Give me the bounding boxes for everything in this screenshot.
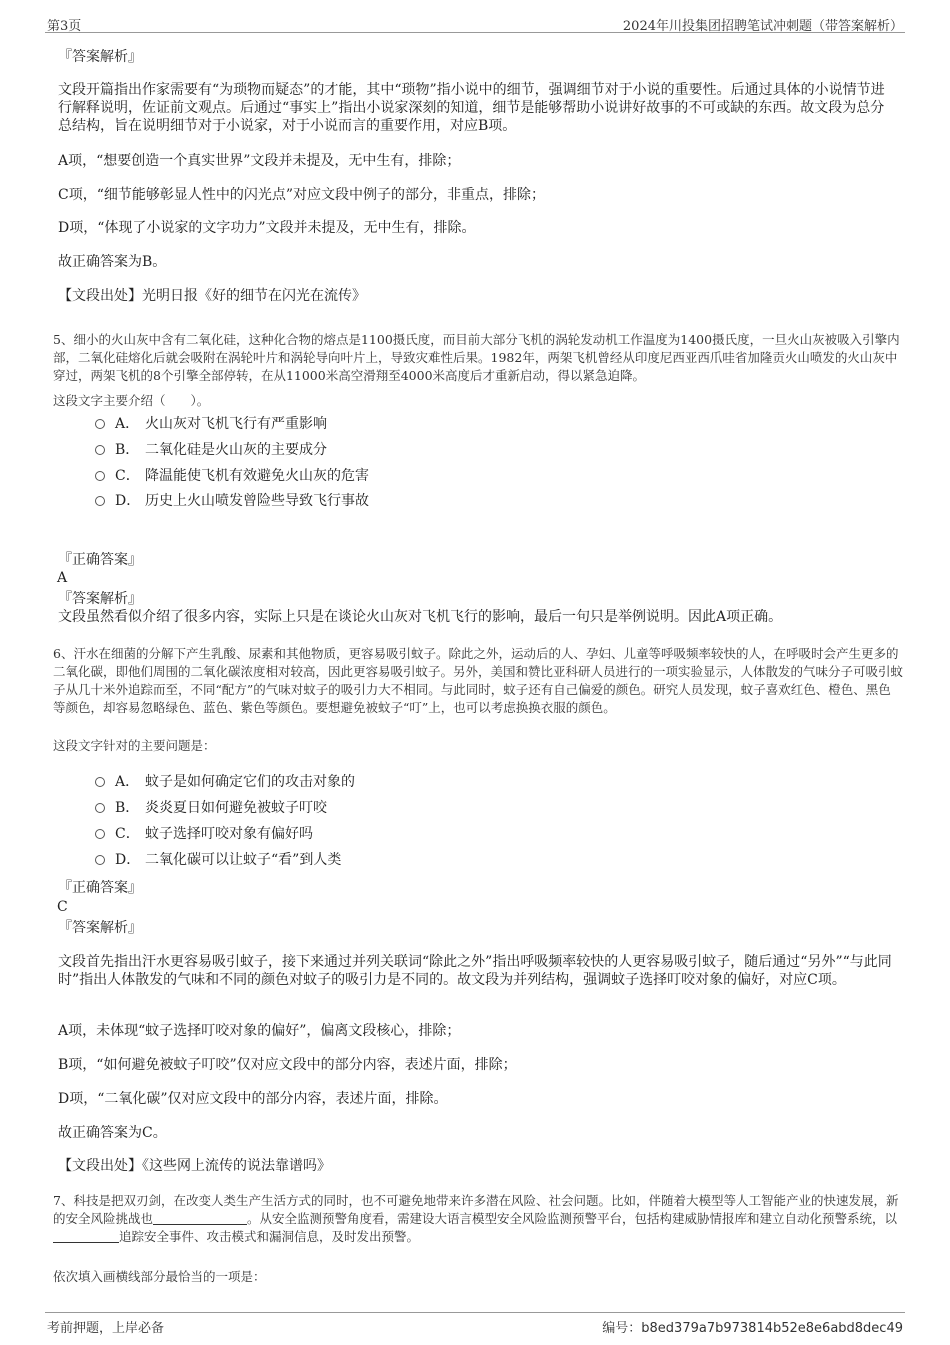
- q4-option-d-analysis: D项，“体现了小说家的文字功力”文段并未提及，无中生有，排除。: [58, 220, 476, 236]
- radio-icon[interactable]: [95, 471, 105, 481]
- q6-option-b[interactable]: B． 炎炎夏日如何避免被蚊子叮咬: [95, 799, 327, 817]
- q6-option-d[interactable]: D． 二氧化碳可以让蚊子“看”到人类: [95, 851, 341, 869]
- q5-answer: A: [57, 570, 68, 586]
- q4-analysis: 文段开篇指出作家需要有“为琐物而疑态”的才能，其中“琐物”指小说中的细节，强调细节对于小说的重要性。后通过具体的小说情节进行解释说明，佐证前文观点。后通过“事实上”指出小说家深刻的知道，细节是能够帮助小说讲好故事的不可或缺的东西。故文段为总分总结构，旨在说明细节对于小说家，对于小说而言的重要作用，对应B项。: [58, 82, 885, 134]
- q5-option-b[interactable]: B． 二氧化硅是火山灰的主要成分: [95, 441, 327, 459]
- radio-icon[interactable]: [95, 855, 105, 865]
- q6-option-b-analysis: B项，“如何避免被蚊子叮咬”仅对应文段中的部分内容，表述片面，排除；: [58, 1057, 517, 1073]
- q6-option-a[interactable]: A． 蚊子是如何确定它们的攻击对象的: [95, 773, 355, 791]
- footer-slogan: 考前押题，上岸必备: [47, 1321, 165, 1336]
- document-code: 编号：b8ed379a7b973814b52e8e6abd8dec49: [602, 1321, 903, 1336]
- q4-source: 【文段出处】光明日报《好的细节在闪光在流传》: [58, 288, 366, 304]
- q4-conclusion: 故正确答案为B。: [58, 254, 167, 270]
- q5-stem: 5、细小的火山灰中含有二氧化硅，这种化合物的熔点是1100摄氏度，而目前大部分飞机的涡轮发动机工作温度为1400摄氏度，一旦火山灰被吸入引擎内部，二氧化硅熔化后就会吸附在涡轮叶片和涡轮导向叶片上，导致灾难性后果。1982年，两架飞机曾经从印度尼西亚西爪哇省加隆贡火山喷发的火山灰中穿过，两架飞机的8个引擎全部停转，在从11000米高空滑翔至4000米高度后才重新启动，得以紧急迫降。: [53, 332, 900, 383]
- radio-icon[interactable]: [95, 496, 105, 506]
- q5-analysis-label: 『答案解析』: [58, 591, 142, 607]
- q6-answer-label: 『正确答案』: [58, 880, 142, 896]
- q6-analysis: 文段首先指出汗水更容易吸引蚊子，接下来通过并列关联词“除此之外”指出呼吸频率较快的人更容易吸引蚊子，随后通过“另外”“与此同时”指出人体散发的气味和不同的颜色对蚊子的吸引力是不同的。故文段为并列结构，强调蚊子选择叮咬对象的偏好，对应C项。: [58, 954, 892, 988]
- document-title: 2024年川投集团招聘笔试冲刺题（带答案解析）: [622, 19, 903, 34]
- radio-icon[interactable]: [95, 419, 105, 429]
- page-footer: [45, 1312, 905, 1335]
- q5-analysis: 文段虽然看似介绍了很多内容，实际上只是在谈论火山灰对飞机飞行的影响，最后一句只是举例说明。因此A项正确。: [58, 609, 783, 625]
- page-number: 第3页: [47, 19, 82, 34]
- radio-icon[interactable]: [95, 803, 105, 813]
- q6-stem: 6、汗水在细菌的分解下产生乳酸、尿素和其他物质，更容易吸引蚊子。除此之外，运动后的人、孕妇、儿童等呼吸频率较快的人，在呼吸时会产生更多的二氧化碳，即他们周围的二氧化碳浓度相对较高，因此更容易吸引蚊子。另外，美国和赞比亚科研人员进行的一项实验显示，人体散发的气味分子可吸引蚊子从几十米外追踪而至，不同“配方”的气味对蚊子的吸引力大不相同。与此同时，蚊子还有自己偏爱的颜色。研究人员发现，蚊子喜欢红色、橙色、黑色等颜色，却容易忽略绿色、蓝色、紫色等颜色。要想避免被蚊子“叮”上，也可以考虑换换衣服的颜色。: [53, 646, 904, 715]
- page-header: [45, 12, 905, 33]
- radio-icon[interactable]: [95, 445, 105, 455]
- q4-analysis-label: 『答案解析』: [58, 49, 142, 65]
- q6-conclusion: 故正确答案为C。: [58, 1125, 167, 1141]
- q6-answer: C: [57, 899, 68, 915]
- q5-question: 这段文字主要介绍（ ）。: [53, 393, 210, 408]
- q6-analysis-label: 『答案解析』: [58, 920, 142, 936]
- q6-option-c[interactable]: C． 蚊子选择叮咬对象有偏好吗: [95, 825, 313, 843]
- q5-option-d[interactable]: D． 历史上火山喷发曾险些导致飞行事故: [95, 492, 369, 510]
- q4-option-a-analysis: A项，“想要创造一个真实世界”文段并未提及，无中生有，排除；: [58, 153, 461, 169]
- q5-option-c[interactable]: C． 降温能使飞机有效避免火山灰的危害: [95, 467, 369, 485]
- q5-option-a[interactable]: A． 火山灰对飞机飞行有严重影响: [95, 415, 327, 433]
- q6-source: 【文段出处】《这些网上流传的说法靠谱吗》: [58, 1158, 331, 1174]
- q7-stem: 7、科技是把双刃剑，在改变人类生产生活方式的同时，也不可避免地带来许多潜在风险、社会问题。比如，伴随着大模型等人工智能产业的快速发展，新的安全风险挑战也 。从安全监测预警角度看，需建设大语言模型安全风险监测预警平台，包括构建威胁情报库和建立自动化预警系统，以追踪安全事件、攻击模式和漏洞信息，及时发出预警。: [53, 1193, 899, 1244]
- q6-option-a-analysis: A项，未体现“蚊子选择叮咬对象的偏好”，偏离文段核心，排除；: [58, 1023, 461, 1039]
- q6-option-d-analysis: D项，“二氧化碳”仅对应文段中的部分内容，表述片面，排除。: [58, 1091, 448, 1107]
- q6-question: 这段文字针对的主要问题是：: [53, 738, 216, 753]
- fill-blank-1[interactable]: [153, 1212, 247, 1225]
- radio-icon[interactable]: [95, 829, 105, 839]
- q4-option-c-analysis: C项，“细节能够彰显人性中的闪光点”对应文段中例子的部分，非重点，排除；: [58, 187, 546, 203]
- q7-question: 依次填入画横线部分最恰当的一项是：: [53, 1269, 266, 1284]
- radio-icon[interactable]: [95, 777, 105, 787]
- fill-blank-2[interactable]: [53, 1230, 119, 1243]
- q5-answer-label: 『正确答案』: [58, 552, 142, 568]
